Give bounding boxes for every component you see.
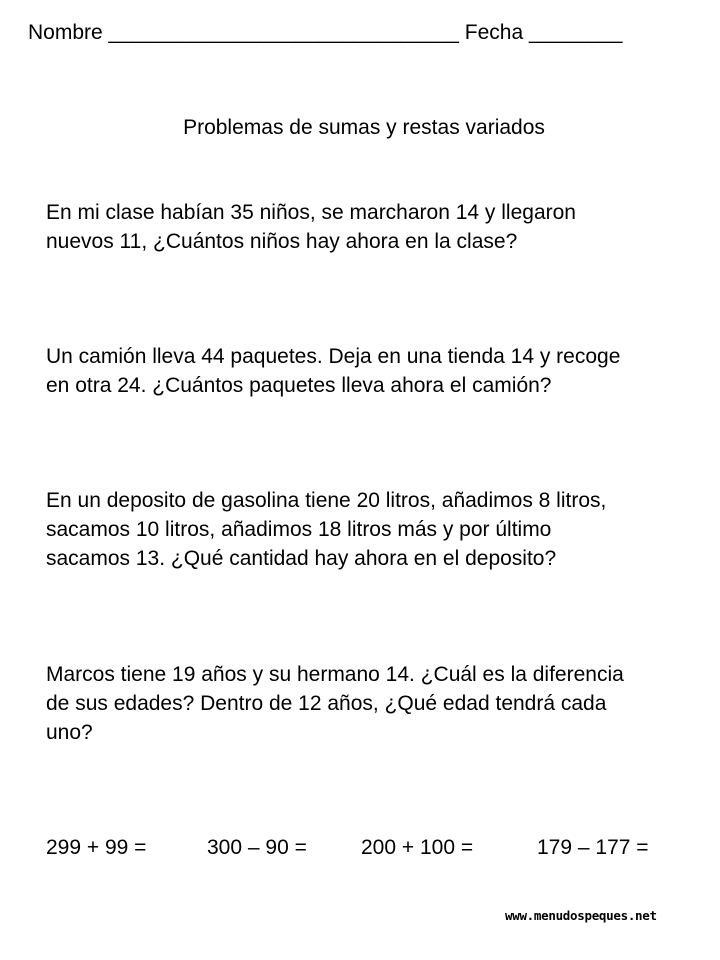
problem-line: de sus edades? Dentro de 12 años, ¿Qué edad tendrá cada	[46, 692, 607, 715]
name-blank-line: ______________________________	[108, 21, 459, 44]
problem-line: uno?	[46, 721, 93, 744]
problem-line: En mi clase habían 35 niños, se marcharon 14 y llegaron	[46, 201, 576, 224]
problem-line: En un deposito de gasolina tiene 20 litros, añadimos 8 litros,	[46, 489, 607, 512]
problem-line: sacamos 10 litros, añadimos 18 litros más y por último	[46, 518, 552, 541]
problem-line: sacamos 13. ¿Qué cantidad hay ahora en el deposito?	[46, 547, 557, 570]
website-footer: www.menudospeques.net	[505, 908, 657, 923]
name-date-header	[28, 18, 622, 48]
operation-1: 299 + 99 =	[46, 836, 147, 859]
problem-2	[46, 342, 718, 400]
problem-line: nuevos 11, ¿Cuántos niños hay ahora en la clase?	[46, 230, 518, 253]
problem-line: Marcos tiene 19 años y su hermano 14. ¿Cuál es la diferencia	[46, 663, 624, 686]
date-label: Fecha	[464, 21, 524, 44]
problem-1	[46, 198, 718, 256]
date-blank-line: ________	[529, 21, 623, 44]
problem-4	[46, 660, 718, 747]
problem-3	[46, 486, 718, 573]
problem-line: Un camión lleva 44 paquetes. Deja en una tienda 14 y recoge	[46, 345, 621, 368]
problem-line: en otra 24. ¿Cuántos paquetes lleva ahora el camión?	[46, 374, 552, 397]
name-label: Nombre	[28, 21, 103, 44]
operation-2: 300 – 90 =	[207, 836, 307, 859]
operation-4: 179 – 177 =	[537, 836, 649, 859]
worksheet-title: Problemas de sumas y restas variados	[183, 116, 545, 139]
arithmetic-operations-row	[0, 833, 720, 863]
operation-3: 200 + 100 =	[361, 836, 474, 859]
